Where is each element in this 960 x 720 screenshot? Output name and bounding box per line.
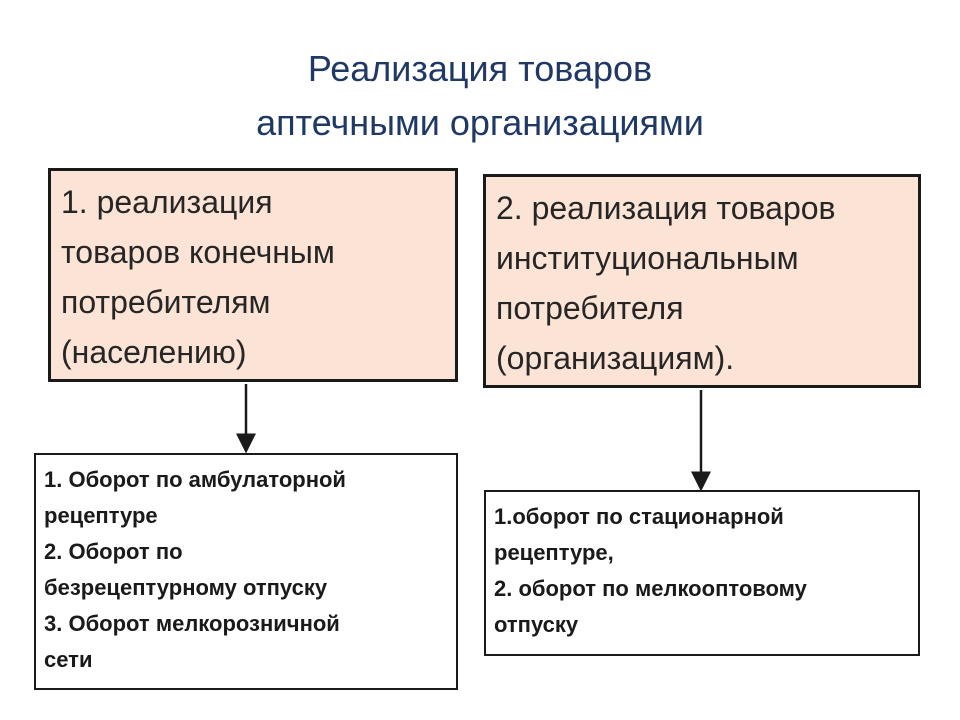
detail-text-line: 1. Оборот по амбулаторной (44, 467, 346, 492)
retail-turnover-box (34, 453, 458, 690)
box-text-line: 1. реализация (61, 184, 273, 220)
detail-text-line: 3. Оборот мелкорозничной (44, 611, 340, 636)
detail-text-line: 2. оборот по мелкооптовому (494, 576, 807, 601)
detail-text-line: 2. Оборот по (44, 539, 183, 564)
detail-text-line: отпуску (494, 612, 579, 637)
title-line-1: Реализация товаров (307, 48, 653, 89)
box-text-line: потребителям (61, 284, 271, 320)
box-text-line: (организациям). (496, 340, 735, 376)
detail-text-line: сети (44, 647, 93, 672)
institutional-turnover-box (484, 490, 920, 656)
detail-text-line: рецептуре, (494, 540, 614, 565)
box-text-line: институциональным (496, 240, 799, 276)
detail-text-line: безрецептурному отпуску (44, 575, 328, 600)
box-text-line: потребителя (496, 290, 684, 326)
end-consumers-box (48, 168, 458, 382)
box-text-line: (населению) (61, 334, 247, 370)
box-text-line: товаров конечным (61, 234, 335, 270)
institutional-consumers-box (483, 174, 921, 388)
slide-title (0, 42, 960, 150)
detail-text-line: 1.оборот по стационарной (494, 504, 784, 529)
detail-text-line: рецептуре (44, 503, 158, 528)
box-text-line: 2. реализация товаров (496, 190, 836, 226)
title-line-2: аптечными организациями (256, 102, 704, 143)
